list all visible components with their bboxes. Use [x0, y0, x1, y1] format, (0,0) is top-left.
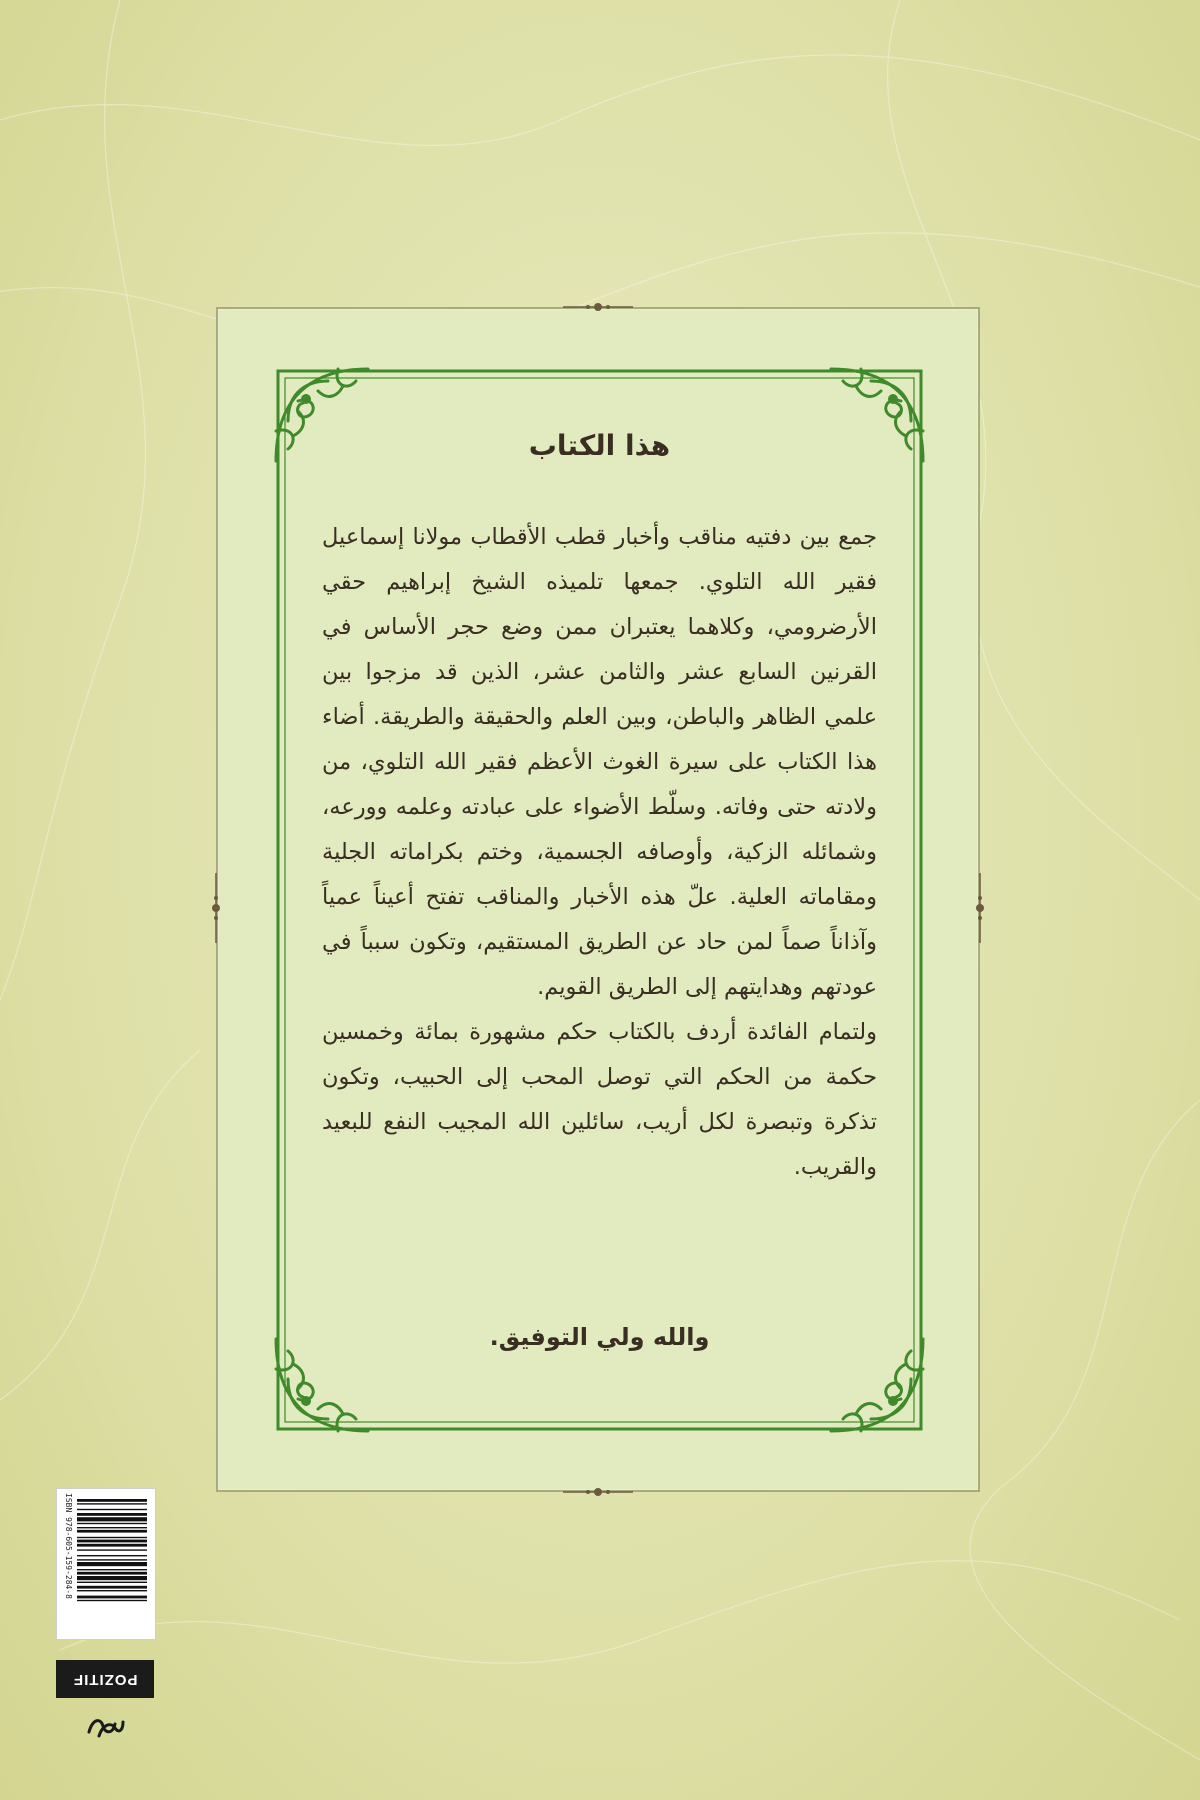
frame-knot-bottom [563, 1485, 633, 1499]
barcode-bar [77, 1503, 147, 1504]
barcode-bar [77, 1582, 147, 1583]
barcode-bar [77, 1586, 147, 1589]
barcode-bar [77, 1540, 147, 1543]
frame-knot-right [973, 873, 987, 943]
blurb-paragraph-1: جمع بين دفتيه مناقب وأخبار قطب الأقطاب مولانا إسماعيل فقير الله التلوي. جمعها تلميذه الشيخ إبراهيم حقي الأرضرومي، وكلاهما يعتبران ممن وضع حجر الأساس في القرنين السابع عشر والثامن عشر، الذين قد مزجوا بين علمي الظاهر والباطن، وبين العلم والحقيقة والطريقة. أضاء هذا الكتاب على سيرة الغوث الأعظم فقير الله التلوي، من ولادته حتى وفاته. وسلّط الأضواء على عبادته وعلمه وورعه، وشمائله الزكية، وأوصافه الجسمية، وختم بكراماته الجلية ومقاماته العلية. علّ هذه الأخبار والمناقب تفتح أعيناً عمياً وآذاناً صماً لمن حاد عن الطريق المستقيم، وتكون سبباً في عودتهم وهدايتهم إلى الطريق القويم. [322, 524, 877, 1000]
barcode-bar [77, 1537, 147, 1538]
frame-knot-left [209, 873, 223, 943]
barcode-bar [77, 1555, 147, 1556]
barcode-bar [77, 1530, 147, 1533]
book-blurb-heading: هذا الكتاب [528, 429, 671, 462]
barcode-bar [77, 1600, 147, 1601]
barcode-bar [77, 1596, 147, 1599]
publisher-name: POZITIF [72, 1670, 138, 1688]
publisher-label [56, 1660, 154, 1698]
ornamental-frame [272, 365, 927, 1435]
barcode-bar [77, 1569, 147, 1570]
barcode-bar [77, 1527, 147, 1528]
isbn-text: ISBN 978-605-159-284-8 [64, 1493, 73, 1599]
barcode-bar [77, 1562, 147, 1566]
barcode-bar [77, 1509, 147, 1510]
blurb-paragraph-2: ولتمام الفائدة أردف بالكتاب حكم مشهورة بمائة وخمسين حكمة من الحكم التي توصل المحب إلى الحبيب، وتكون تذكرة وتبصرة لكل أريب، سائلين الله المجيب النفع للبعيد والقريب. [322, 1019, 877, 1180]
closing-line: والله ولي التوفيق. [489, 1323, 710, 1351]
barcode-bar [77, 1559, 147, 1560]
barcode-bar [77, 1513, 147, 1516]
barcode-bar [77, 1549, 147, 1550]
frame-knot-top [563, 300, 633, 314]
barcode-bar [77, 1590, 147, 1591]
barcode-bar [77, 1572, 147, 1575]
barcode-bar [77, 1544, 147, 1547]
publisher-logo-icon [85, 1710, 127, 1740]
barcode-bar [77, 1517, 147, 1521]
barcode-bar [77, 1576, 147, 1580]
barcode-bar [77, 1499, 147, 1502]
book-blurb-body [322, 515, 877, 1190]
isbn-barcode [56, 1488, 156, 1640]
barcode-bar [77, 1523, 147, 1524]
